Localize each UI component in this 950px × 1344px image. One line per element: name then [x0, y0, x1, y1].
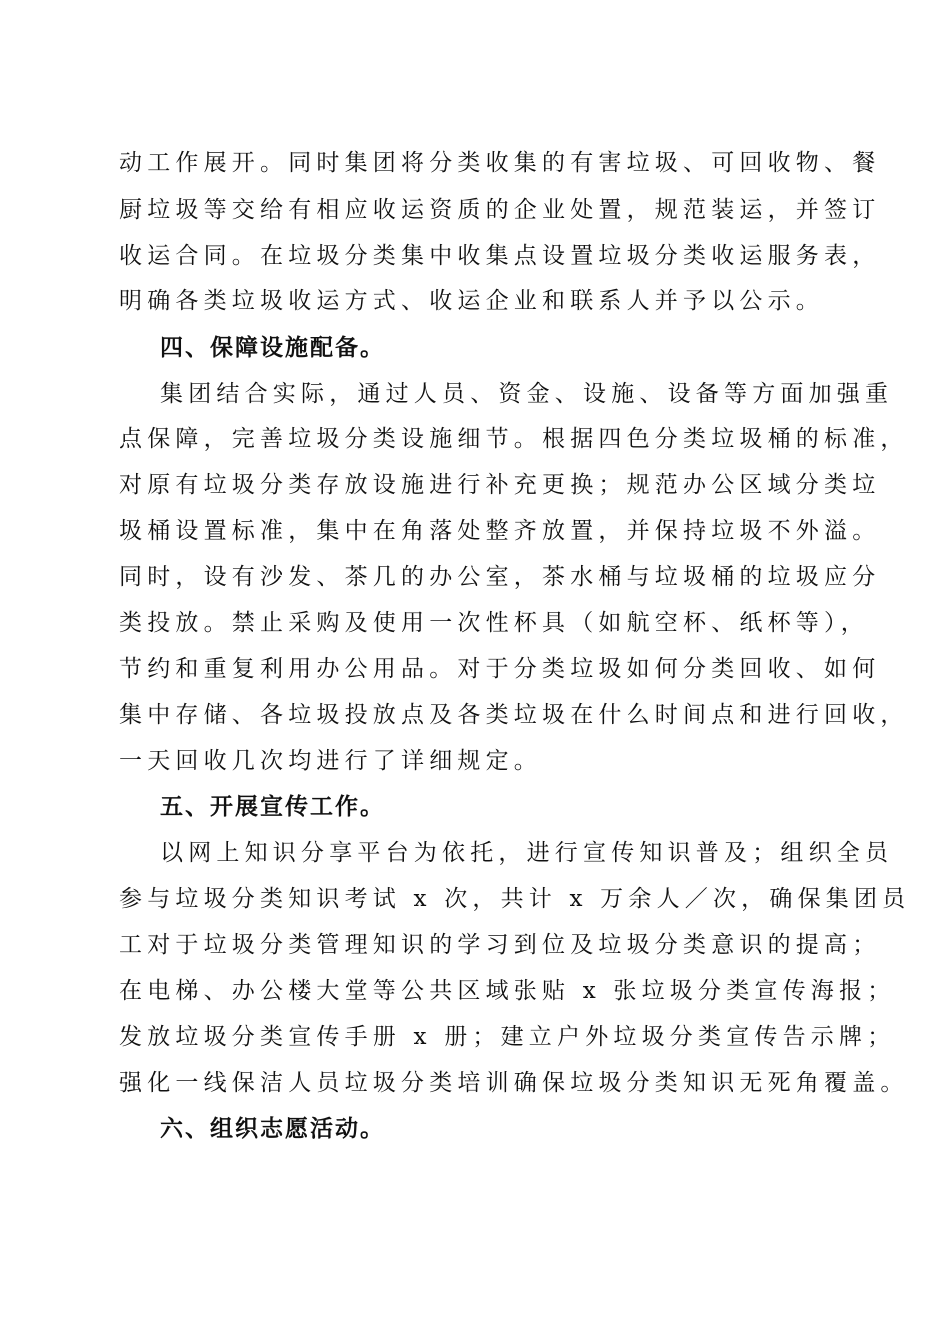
paragraph-line: 收运合同。在垃圾分类集中收集点设置垃圾分类收运服务表，: [119, 243, 881, 269]
section-heading: 六、组织志愿活动。: [160, 1116, 385, 1142]
paragraph-line: 强化一线保洁人员垃圾分类培训确保垃圾分类知识无死角覆盖。: [119, 1070, 909, 1096]
paragraph-line: 对原有垃圾分类存放设施进行补充更换；规范办公区域分类垃: [119, 472, 881, 498]
paragraph-line: 集团结合实际，通过人员、资金、设施、设备等方面加强重: [160, 381, 894, 407]
paragraph-line: 发放垃圾分类宣传手册 x 册；建立户外垃圾分类宣传告示牌；: [119, 1024, 896, 1050]
section-heading: 四、保障设施配备。: [160, 335, 385, 361]
paragraph-line: 同时，设有沙发、茶几的办公室，茶水桶与垃圾桶的垃圾应分: [119, 564, 881, 590]
paragraph-line: 一天回收几次均进行了详细规定。: [119, 748, 542, 774]
paragraph-line: 节约和重复利用办公用品。对于分类垃圾如何分类回收、如何: [119, 656, 881, 682]
paragraph-line: 厨垃圾等交给有相应收运资质的企业处置，规范装运，并签订: [119, 197, 881, 223]
paragraph-line: 点保障，完善垃圾分类设施细节。根据四色分类垃圾桶的标准，: [119, 426, 909, 452]
paragraph-line: 集中存储、各垃圾投放点及各类垃圾在什么时间点和进行回收，: [119, 702, 909, 728]
paragraph-line: 明确各类垃圾收运方式、收运企业和联系人并予以公示。: [119, 288, 824, 314]
section-heading: 五、开展宣传工作。: [160, 794, 385, 820]
paragraph-line: 以网上知识分享平台为依托，进行宣传知识普及；组织全员: [160, 840, 894, 866]
paragraph-line: 工对于垃圾分类管理知识的学习到位及垃圾分类意识的提高；: [119, 932, 881, 958]
paragraph-line: 在电梯、办公楼大堂等公共区域张贴 x 张垃圾分类宣传海报；: [119, 978, 896, 1004]
paragraph-line: 圾桶设置标准，集中在角落处整齐放置，并保持垃圾不外溢。: [119, 518, 881, 544]
paragraph-line: 参与垃圾分类知识考试 x 次，共计 x 万余人／次，确保集团员: [119, 886, 911, 912]
paragraph-line: 动工作展开。同时集团将分类收集的有害垃圾、可回收物、餐: [119, 150, 881, 176]
paragraph-line: 类投放。禁止采购及使用一次性杯具（如航空杯、纸杯等），: [119, 610, 869, 636]
